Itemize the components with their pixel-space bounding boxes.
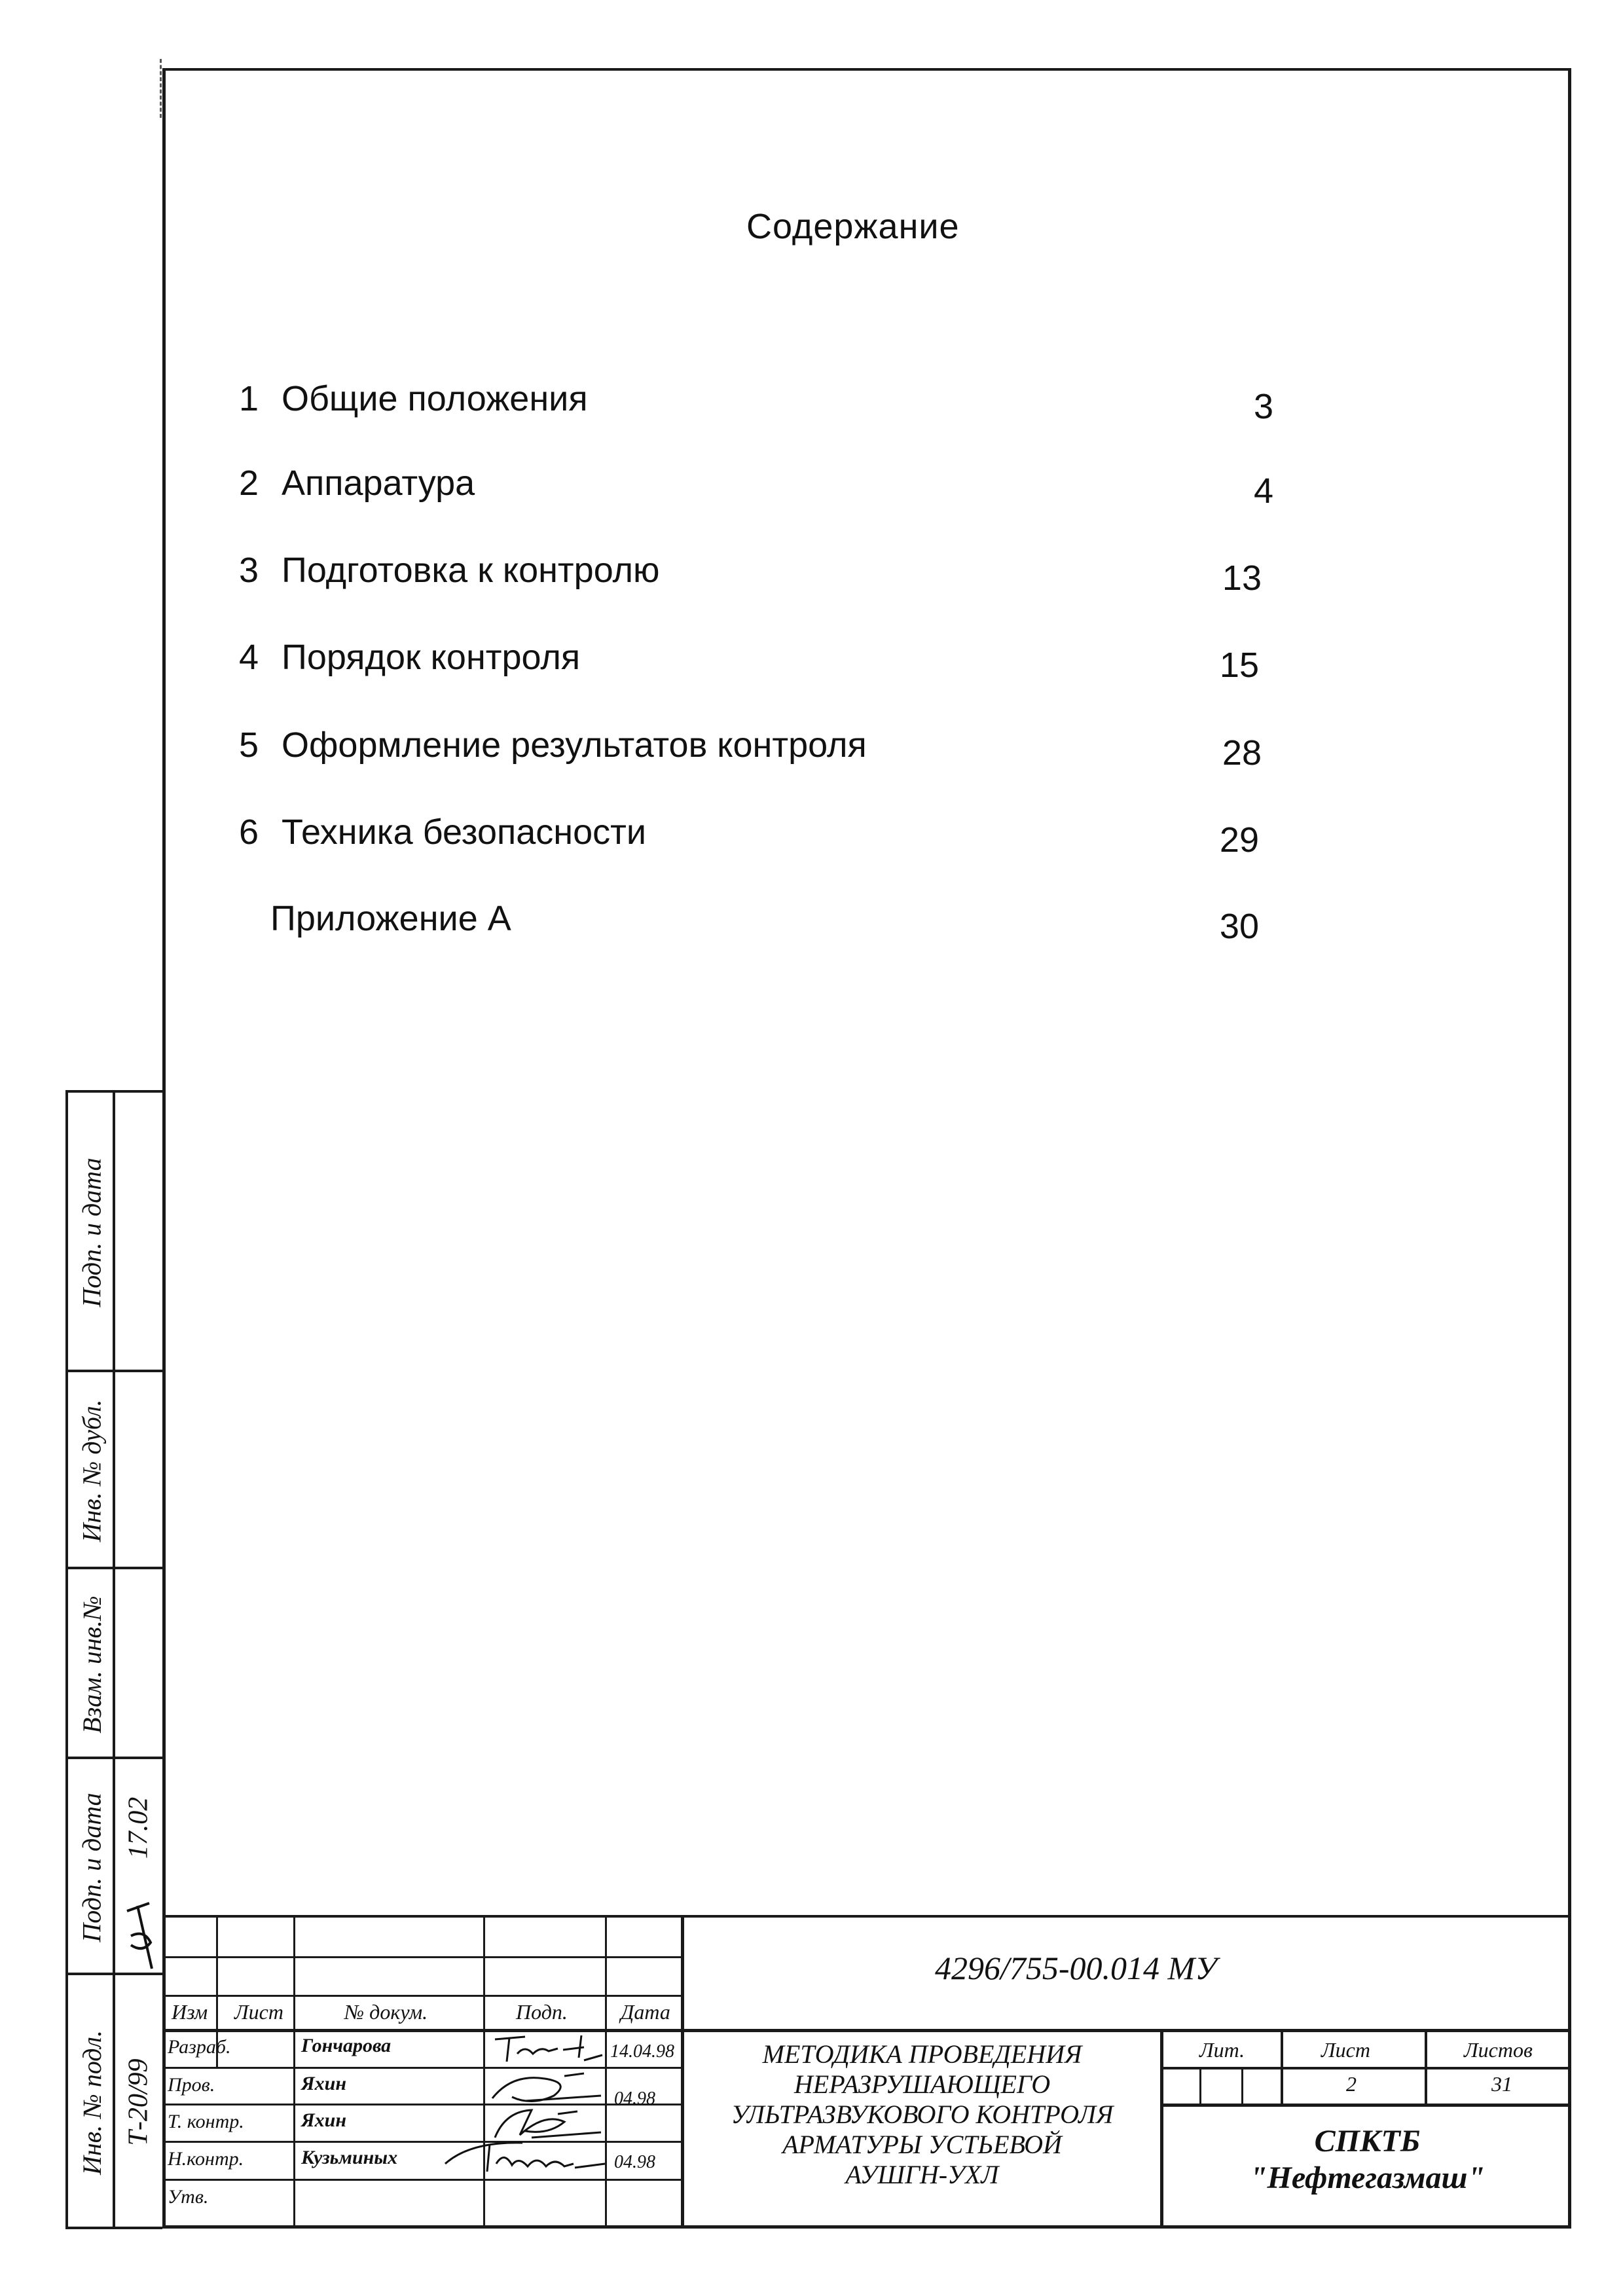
- tb-line: [162, 2029, 1571, 2032]
- document-title-line: НЕРАЗРУШАЮЩЕГО: [793, 2069, 1051, 2099]
- side-stamp-label: Взам. инв.№: [77, 1595, 107, 1734]
- name-norm-control: Кузьминых: [301, 2147, 398, 2168]
- tb-line: [162, 1915, 1571, 1918]
- header-list: Лист: [234, 2000, 283, 2024]
- toc-item: [239, 725, 1273, 777]
- toc-item-page: 3: [1253, 387, 1273, 426]
- side-stamp-signature: [118, 1897, 160, 1974]
- document-title-line: УЛЬТРАЗВУКОВОГО КОНТРОЛЯ: [731, 2100, 1114, 2129]
- header-doc-number: № докум.: [344, 2000, 428, 2024]
- tb-line: [1160, 2104, 1571, 2107]
- toc-item-page: 15: [1219, 646, 1259, 685]
- sheets-total: 31: [1491, 2072, 1512, 2096]
- toc-item-number: 1: [239, 379, 259, 418]
- name-developer: Гончарова: [301, 2035, 392, 2056]
- side-stamp-date: 17.02: [123, 1796, 153, 1859]
- document-title-line: АУШГН-УХЛ: [845, 2160, 999, 2189]
- signature-checker: [486, 2069, 604, 2106]
- role-checker: Пров.: [168, 2074, 215, 2096]
- toc-item: [239, 637, 1273, 689]
- toc-item-number: 6: [239, 812, 259, 852]
- toc-item: [239, 550, 1273, 602]
- toc-annex-page: 30: [1219, 907, 1259, 946]
- organization-line: "Нефтегазмаш": [1249, 2160, 1486, 2195]
- lit-label: Лит.: [1199, 2038, 1245, 2062]
- sheet-number: 2: [1346, 2072, 1357, 2096]
- toc-item: [239, 463, 1273, 515]
- sheet-label: Лист: [1321, 2038, 1370, 2062]
- document-designation: 4296/755-00.014 МУ: [935, 1950, 1217, 1986]
- toc-item-page: 13: [1222, 558, 1262, 598]
- role-tech-control: Т. контр.: [168, 2111, 244, 2132]
- side-stamp-label: Подп. и дата: [77, 1792, 107, 1942]
- document-title: [684, 2039, 1160, 2190]
- header-izm: Изм: [172, 2000, 208, 2024]
- toc-item-number: 2: [239, 464, 259, 503]
- document-title-line: МЕТОДИКА ПРОВЕДЕНИЯ: [762, 2039, 1082, 2069]
- tb-line: [605, 1915, 607, 2229]
- margin-binding-line: [160, 59, 162, 118]
- document-title-line: АРМАТУРЫ УСТЬЕВОЙ: [782, 2130, 1062, 2159]
- role-approved: Утв.: [168, 2186, 209, 2208]
- toc-item-label: Техника безопасности: [282, 812, 647, 852]
- toc-item: [239, 378, 1273, 431]
- tb-line: [162, 1995, 681, 1997]
- toc-item-page: 4: [1253, 471, 1273, 511]
- side-stamp-label: Инв. № дубл.: [77, 1399, 107, 1542]
- signature-developer: [486, 2032, 604, 2068]
- name-checker: Яхин: [301, 2073, 347, 2094]
- tb-line: [1160, 2067, 1571, 2069]
- tb-line: [483, 1915, 485, 2229]
- organization-line: СПКТБ: [1314, 2124, 1421, 2159]
- date-norm-control: 04.98: [614, 2152, 655, 2172]
- tb-line: [1425, 2029, 1427, 2104]
- toc-item-label: Аппаратура: [282, 464, 475, 503]
- name-tech-control: Яхин: [301, 2109, 347, 2131]
- side-stamp-label: Инв. № подл.: [77, 2030, 107, 2175]
- date-developer: 14.04.98: [610, 2041, 674, 2062]
- toc-item: [239, 812, 1273, 864]
- toc-item-page: 29: [1219, 820, 1259, 860]
- toc-annex: [239, 898, 1273, 951]
- organization: [1163, 2123, 1571, 2196]
- tb-line: [1199, 2067, 1201, 2104]
- toc-item-number: 5: [239, 725, 259, 765]
- toc-item-label: Подготовка к контролю: [282, 551, 660, 590]
- signature-norm-control: [444, 2138, 608, 2179]
- toc-annex-label: Приложение А: [270, 899, 511, 938]
- toc-item-label: Оформление результатов контроля: [282, 725, 867, 765]
- toc-title: Содержание: [746, 207, 960, 246]
- toc-item-label: Общие положения: [282, 379, 588, 418]
- role-developer: Разраб.: [168, 2036, 231, 2058]
- toc-item-page: 28: [1222, 733, 1262, 773]
- tb-line: [1241, 2067, 1243, 2104]
- side-stamp: [65, 1090, 162, 2229]
- tb-line: [1281, 2029, 1283, 2104]
- title-block: [162, 1915, 1571, 2229]
- sheets-label: Листов: [1464, 2038, 1533, 2062]
- role-norm-control: Н.контр.: [168, 2148, 244, 2170]
- toc-item-number: 3: [239, 551, 259, 590]
- tb-line: [293, 1915, 295, 2229]
- header-date: Дата: [621, 2000, 670, 2024]
- date-checker: 04.98: [614, 2088, 655, 2109]
- tb-line: [162, 1956, 681, 1958]
- toc-item-number: 4: [239, 638, 259, 677]
- inventory-number: Т-20/99: [123, 2058, 154, 2146]
- side-stamp-label: Подп. и дата: [77, 1157, 107, 1307]
- toc-item-label: Порядок контроля: [282, 638, 581, 677]
- header-signature: Подп.: [516, 2000, 568, 2024]
